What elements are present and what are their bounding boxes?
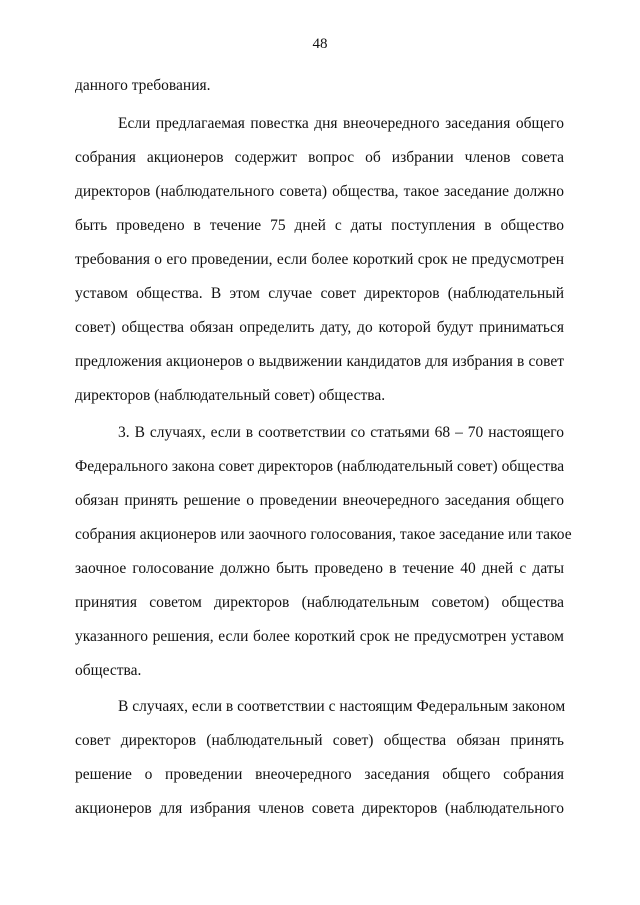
text-line: обязан принять решение о проведении внеочередного заседания общего: [75, 492, 564, 509]
text-line: Федерального закона совет директоров (наблюдательный совет) общества: [75, 458, 565, 475]
text-line: данного требования.: [75, 77, 211, 94]
text-line: предложения акционеров о выдвижении кандидатов для избрания в совет: [75, 353, 564, 370]
text-line: принятия советом директоров (наблюдательным советом) общества: [75, 594, 564, 611]
text-line: собрания акционеров или заочного голосования, такое заседание или такое: [75, 526, 572, 543]
text-line: собрания акционеров содержит вопрос об избрании членов совета: [75, 149, 564, 166]
page-number: 48: [312, 36, 328, 52]
text-line: решение о проведении внеочередного заседания общего собрания: [75, 766, 564, 783]
text-line: требования о его проведении, если более короткий срок не предусмотрен: [75, 251, 564, 268]
text-line: совет директоров (наблюдательный совет) общества обязан принять: [75, 732, 564, 749]
text-line: указанного решения, если более короткий срок не предусмотрен уставом: [75, 628, 564, 645]
text-line: заочное голосование должно быть проведено в течение 40 дней с даты: [75, 560, 564, 577]
text-line: акционеров для избрания членов совета директоров (наблюдательного: [75, 800, 564, 817]
text-line: уставом общества. В этом случае совет директоров (наблюдательный: [75, 285, 564, 302]
text-line: директоров (наблюдательный совет) общества.: [75, 387, 386, 404]
text-line: Если предлагаемая повестка дня внеочередного заседания общего: [118, 115, 564, 132]
text-line: быть проведено в течение 75 дней с даты поступления в общество: [75, 217, 564, 234]
text-line: совет) общества обязан определить дату, до которой будут приниматься: [75, 319, 564, 336]
text-line: общества.: [75, 662, 142, 679]
text-line: 3. В случаях, если в соответствии со статьями 68 – 70 настоящего: [118, 424, 564, 441]
text-line: директоров (наблюдательного совета) общества, такое заседание должно: [75, 183, 564, 200]
text-line: В случаях, если в соответствии с настоящим Федеральным законом: [118, 698, 566, 715]
